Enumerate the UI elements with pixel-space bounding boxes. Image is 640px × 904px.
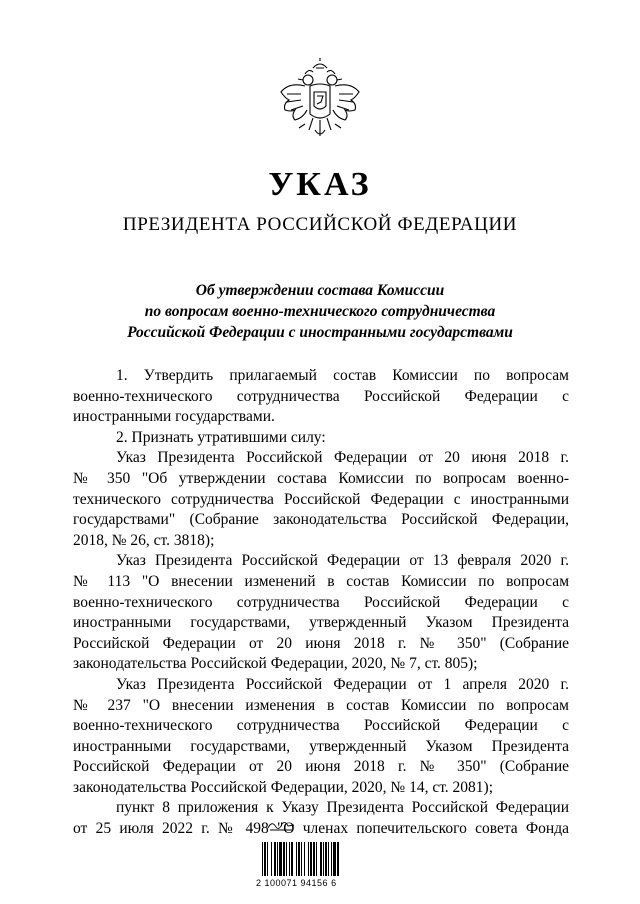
body-line: государствами" (Собрание законодательства Российской Федерации, [73,511,569,529]
body-line: Российской Федерации от 20 июня 2018 г. № 350" (Собрание [73,634,569,652]
body-line: иностранными государствами. [73,408,275,426]
body-line: от 25 июля 2022 г. № 498 "О членах попечительского совета Фонда [73,820,569,838]
body-line: военно-технического сотрудничества Российской Федерации с [73,717,569,735]
decree-heading: УКАЗ [268,166,372,203]
body-line: 2018, № 26, ст. 3818); [73,531,215,549]
body-line: военно-технического сотрудничества Российской Федерации с [73,593,569,611]
body-line: № 350 "Об утверждении состава Комиссии по вопросам военно- [73,469,569,487]
title-line: Российской Федерации с иностранными государствами [127,324,513,341]
barcode-bar [339,842,340,876]
body-line: иностранными государствами, утвержденный Указом Президента [73,737,569,755]
body-line: Указ Президента Российской Федерации от 1 апреля 2020 г. [116,675,569,693]
issuer-heading: ПРЕЗИДЕНТА РОССИЙСКОЙ ФЕДЕРАЦИИ [122,214,518,235]
body-line: № 113 "О внесении изменений в состав Комиссии по вопросам [73,572,569,590]
barcode-number: 2 100071 94156 6 [256,878,337,888]
body-line: военно-технического сотрудничества Российской Федерации с [73,387,569,405]
body-line: Указ Президента Российской Федерации от 13 февраля 2020 г. [116,552,569,570]
signature-mark [266,818,296,832]
title-line: по вопросам военно-технического сотрудничества [144,303,496,320]
body-line: иностранными государствами, утвержденный Указом Президента [73,614,569,632]
body-line: 2. Признать утратившими силу: [116,428,326,446]
decree-title [0,280,640,343]
document-stamp [256,818,386,898]
russian-coat-of-arms-icon [275,58,365,148]
body-line: Российской Федерации от 20 июня 2018 г. № 350" (Собрание [73,758,569,776]
title-line: Об утверждении состава Комиссии [195,282,445,299]
body-line: 1. Утвердить прилагаемый состав Комиссии по вопросам [116,367,569,384]
decree-body [73,366,569,840]
body-line: Указ Президента Российской Федерации от 20 июня 2018 г. [116,449,569,467]
body-line: законодательства Российской Федерации, 2020, № 7, ст. 805); [73,655,478,673]
barcode [262,842,366,876]
body-line: № 237 "О внесении изменения в состав Комиссии по вопросам [73,696,569,714]
body-line: пункт 8 приложения к Указу Президента Российской Федерации [116,799,569,817]
body-line: законодательства Российской Федерации, 2020, № 14, ст. 2081); [73,778,494,796]
body-line: технического сотрудничества Российской Федерации с иностранными [73,490,569,508]
